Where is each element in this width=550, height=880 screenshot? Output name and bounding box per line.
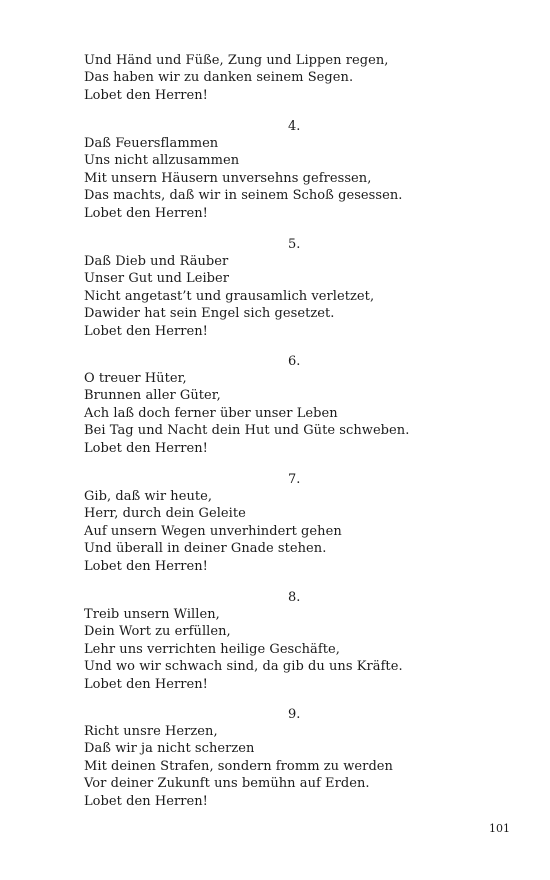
stanza-number-7: 7. — [288, 472, 301, 487]
verse-line: Lehr uns verrichten heilige Geschäfte, — [84, 641, 340, 657]
verse-line: Daß wir ja nicht scherzen — [84, 741, 255, 757]
verse-line: Brunnen aller Güter, — [84, 388, 221, 404]
verse-line: Dawider hat sein Engel sich gesetzet. — [84, 306, 335, 322]
verse-line: Lobet den Herren! — [84, 205, 208, 221]
stanza-number-4: 4. — [288, 119, 301, 134]
verse-line: Vor deiner Zukunft uns bemühn auf Erden. — [84, 776, 370, 792]
stanza-7 — [84, 488, 504, 575]
verse-line: Lobet den Herren! — [84, 87, 208, 103]
verse-line: Uns nicht allzusammen — [84, 153, 240, 169]
verse-line: Auf unsern Wegen unverhindert gehen — [84, 523, 342, 539]
verse-line: Lobet den Herren! — [84, 676, 208, 692]
verse-line: Bei Tag und Nacht dein Hut und Güte schweben. — [84, 423, 410, 439]
page-number: 101 — [489, 822, 510, 835]
verse-line: Lobet den Herren! — [84, 323, 208, 339]
verse-line: Lobet den Herren! — [84, 440, 208, 456]
verse-line: Gib, daß wir heute, — [84, 489, 213, 504]
stanza-number-5: 5. — [288, 237, 301, 252]
stanza-number-6: 6. — [288, 354, 301, 369]
stanza-number-8: 8. — [288, 590, 301, 605]
verse-line: Mit unsern Häusern unversehns gefressen, — [84, 170, 372, 186]
verse-line: Unser Gut und Leiber — [84, 271, 230, 287]
stanza-6 — [84, 370, 504, 457]
verse-line: Mit deinen Strafen, sondern fromm zu werden — [84, 758, 393, 774]
verse-line: Und Händ und Füße, Zung und Lippen regen, — [84, 53, 389, 68]
verse-line: Das haben wir zu danken seinem Segen. — [84, 70, 354, 86]
stanza-4 — [84, 135, 504, 222]
stanza-number-9: 9. — [288, 707, 301, 722]
verse-line: Lobet den Herren! — [84, 793, 208, 809]
verse-line: Daß Feuersflammen — [84, 136, 219, 151]
verse-line: Treib unsern Willen, — [84, 607, 220, 622]
verse-line: Und wo wir schwach sind, da gib du uns Kräfte. — [84, 659, 403, 675]
stanza-5 — [84, 253, 504, 340]
verse-line: Lobet den Herren! — [84, 558, 208, 574]
verse-line: Richt unsre Herzen, — [84, 724, 218, 739]
verse-line: O treuer Hüter, — [84, 371, 187, 386]
verse-line: Nicht angetast’t und grausamlich verletzet, — [84, 288, 375, 304]
stanza-9 — [84, 723, 504, 810]
verse-line: Ach laß doch ferner über unser Leben — [84, 405, 338, 421]
verse-line: Daß Dieb und Räuber — [84, 254, 229, 269]
stanza-8 — [84, 606, 504, 693]
verse-line: Dein Wort zu erfüllen, — [84, 624, 231, 640]
verse-line: Herr, durch dein Geleite — [84, 506, 246, 522]
verse-line: Das machts, daß wir in seinem Schoß gesessen. — [84, 188, 403, 204]
verse-line: Und überall in deiner Gnade stehen. — [84, 541, 327, 557]
stanza-3-continuation — [84, 52, 504, 104]
